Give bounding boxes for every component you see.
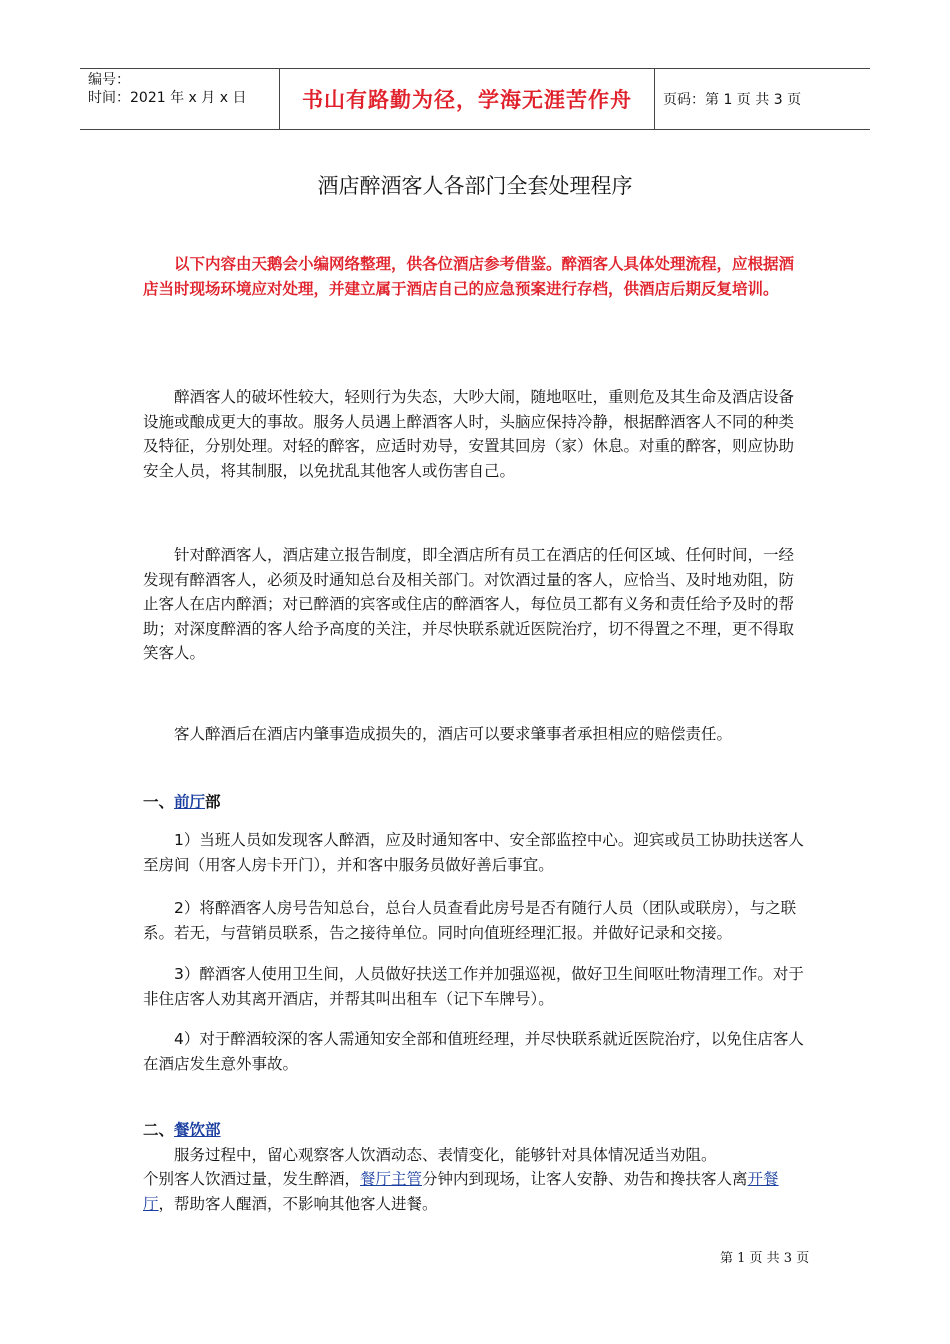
section-2-block [143, 1118, 808, 1216]
section-2-text-b: 分钟内到现场，让客人安静、劝告和搀扶客人离 [422, 1170, 748, 1189]
section-1-item-1-block [143, 828, 808, 877]
paragraph-3: 客人醉酒后在酒店内肇事造成损失的，酒店可以要求肇事者承担相应的赔偿责任。 [174, 725, 733, 743]
section-1-item-1: 1）当班人员如发现客人醉酒，应及时通知客中、安全部监控中心。迎宾或员工协助扶送客人至房间（用客人房卡开门），并和客中服务员做好善后事宜。 [143, 831, 804, 874]
restaurant-supervisor-link[interactable]: 餐厅主管 [360, 1170, 423, 1189]
notice-block [143, 252, 808, 301]
section-1-item-3: 3）醉酒客人使用卫生间，人员做好扶送工作并加强巡视，做好卫生间呕吐物清理工作。对于非住店客人劝其离开酒店，并帮其叫出租车（记下车牌号）。 [143, 965, 804, 1008]
section-2-line-1: 服务过程中，留心观察客人饮酒动态、表情变化，能够针对具体情况适当劝阻。 [174, 1145, 717, 1164]
document-title: 酒店醉酒客人各部门全套处理程序 [317, 174, 633, 198]
header-page-label: 页码：第 1 页 共 3 页 [663, 92, 802, 108]
section-1-prefix: 一、 [143, 793, 175, 811]
number-label: 编号： [88, 72, 130, 88]
section-1-item-2-block [143, 896, 808, 945]
header-meta [80, 69, 280, 129]
section-2-prefix: 二、 [143, 1121, 175, 1139]
section-1-suffix: 部 [205, 793, 221, 811]
paragraph-3-block [143, 722, 808, 747]
section-1-item-2: 2）将醉酒客人房号告知总台，总台人员查看此房号是否有随行人员（团队或联房），与之联系。若无，与营销员联系，告之接待单位。同时向值班经理汇报。并做好记录和交接。 [143, 899, 797, 942]
food-beverage-link[interactable]: 餐饮部 [174, 1121, 221, 1139]
page-footer: 第 1 页 共 3 页 [720, 1251, 810, 1266]
section-2-text-a: 个别客人饮酒过量，发生醉酒， [143, 1170, 361, 1189]
section-1-item-3-block [143, 962, 808, 1011]
section-2-line-2 [143, 1167, 808, 1216]
front-office-link[interactable]: 前厅 [174, 793, 206, 811]
paragraph-2-block [143, 543, 808, 666]
time-label: 时间：2021 年 x 月 x 日 [88, 90, 247, 106]
header-motto: 书山有路勤为径，学海无涯苦作舟 [280, 69, 655, 129]
section-1-item-4: 4）对于醉酒较深的客人需通知安全部和值班经理，并尽快联系就近医院治疗，以免住店客人在酒店发生意外事故。 [143, 1030, 804, 1073]
section-1-heading [143, 790, 808, 815]
paragraph-1-block [143, 385, 808, 483]
section-2-text-c: ，帮助客人醒酒，不影响其他客人进餐。 [158, 1194, 438, 1213]
page-header [80, 68, 870, 130]
notice-text: 以下内容由天鹅会小编网络整理，供各位酒店参考借鉴。醉酒客人具体处理流程，应根据酒店当时现场环境应对处理，并建立属于酒店自己的应急预案进行存档，供酒店后期反复培训。 [143, 255, 795, 298]
section-1-item-4-block [143, 1027, 808, 1076]
leave-restaurant-link[interactable]: 开餐厅 [143, 1170, 779, 1213]
paragraph-1: 醉酒客人的破坏性较大，轻则行为失态，大吵大闹，随地呕吐，重则危及其生命及酒店设备设施或酿成更大的事故。服务人员遇上醉酒客人时，头脑应保持冷静，根据醉酒客人不同的种类及特征，分别处理。对轻的醉客，应适时劝导，安置其回房（家）休息。对重的醉客，则应协助安全人员，将其制服，以免扰乱其他客人或伤害自己。 [143, 388, 795, 480]
paragraph-2: 针对醉酒客人，酒店建立报告制度，即全酒店所有员工在酒店的任何区域、任何时间，一经发现有醉酒客人，必须及时通知总台及相关部门。对饮酒过量的客人，应恰当、及时地劝阻，防止客人在店内醉酒；对已醉酒的宾客或住店的醉酒客人，每位员工都有义务和责任给予及时的帮助；对深度醉酒的客人给予高度的关注，并尽快联系就近医院治疗，切不得置之不理，更不得取笑客人。 [143, 546, 795, 663]
